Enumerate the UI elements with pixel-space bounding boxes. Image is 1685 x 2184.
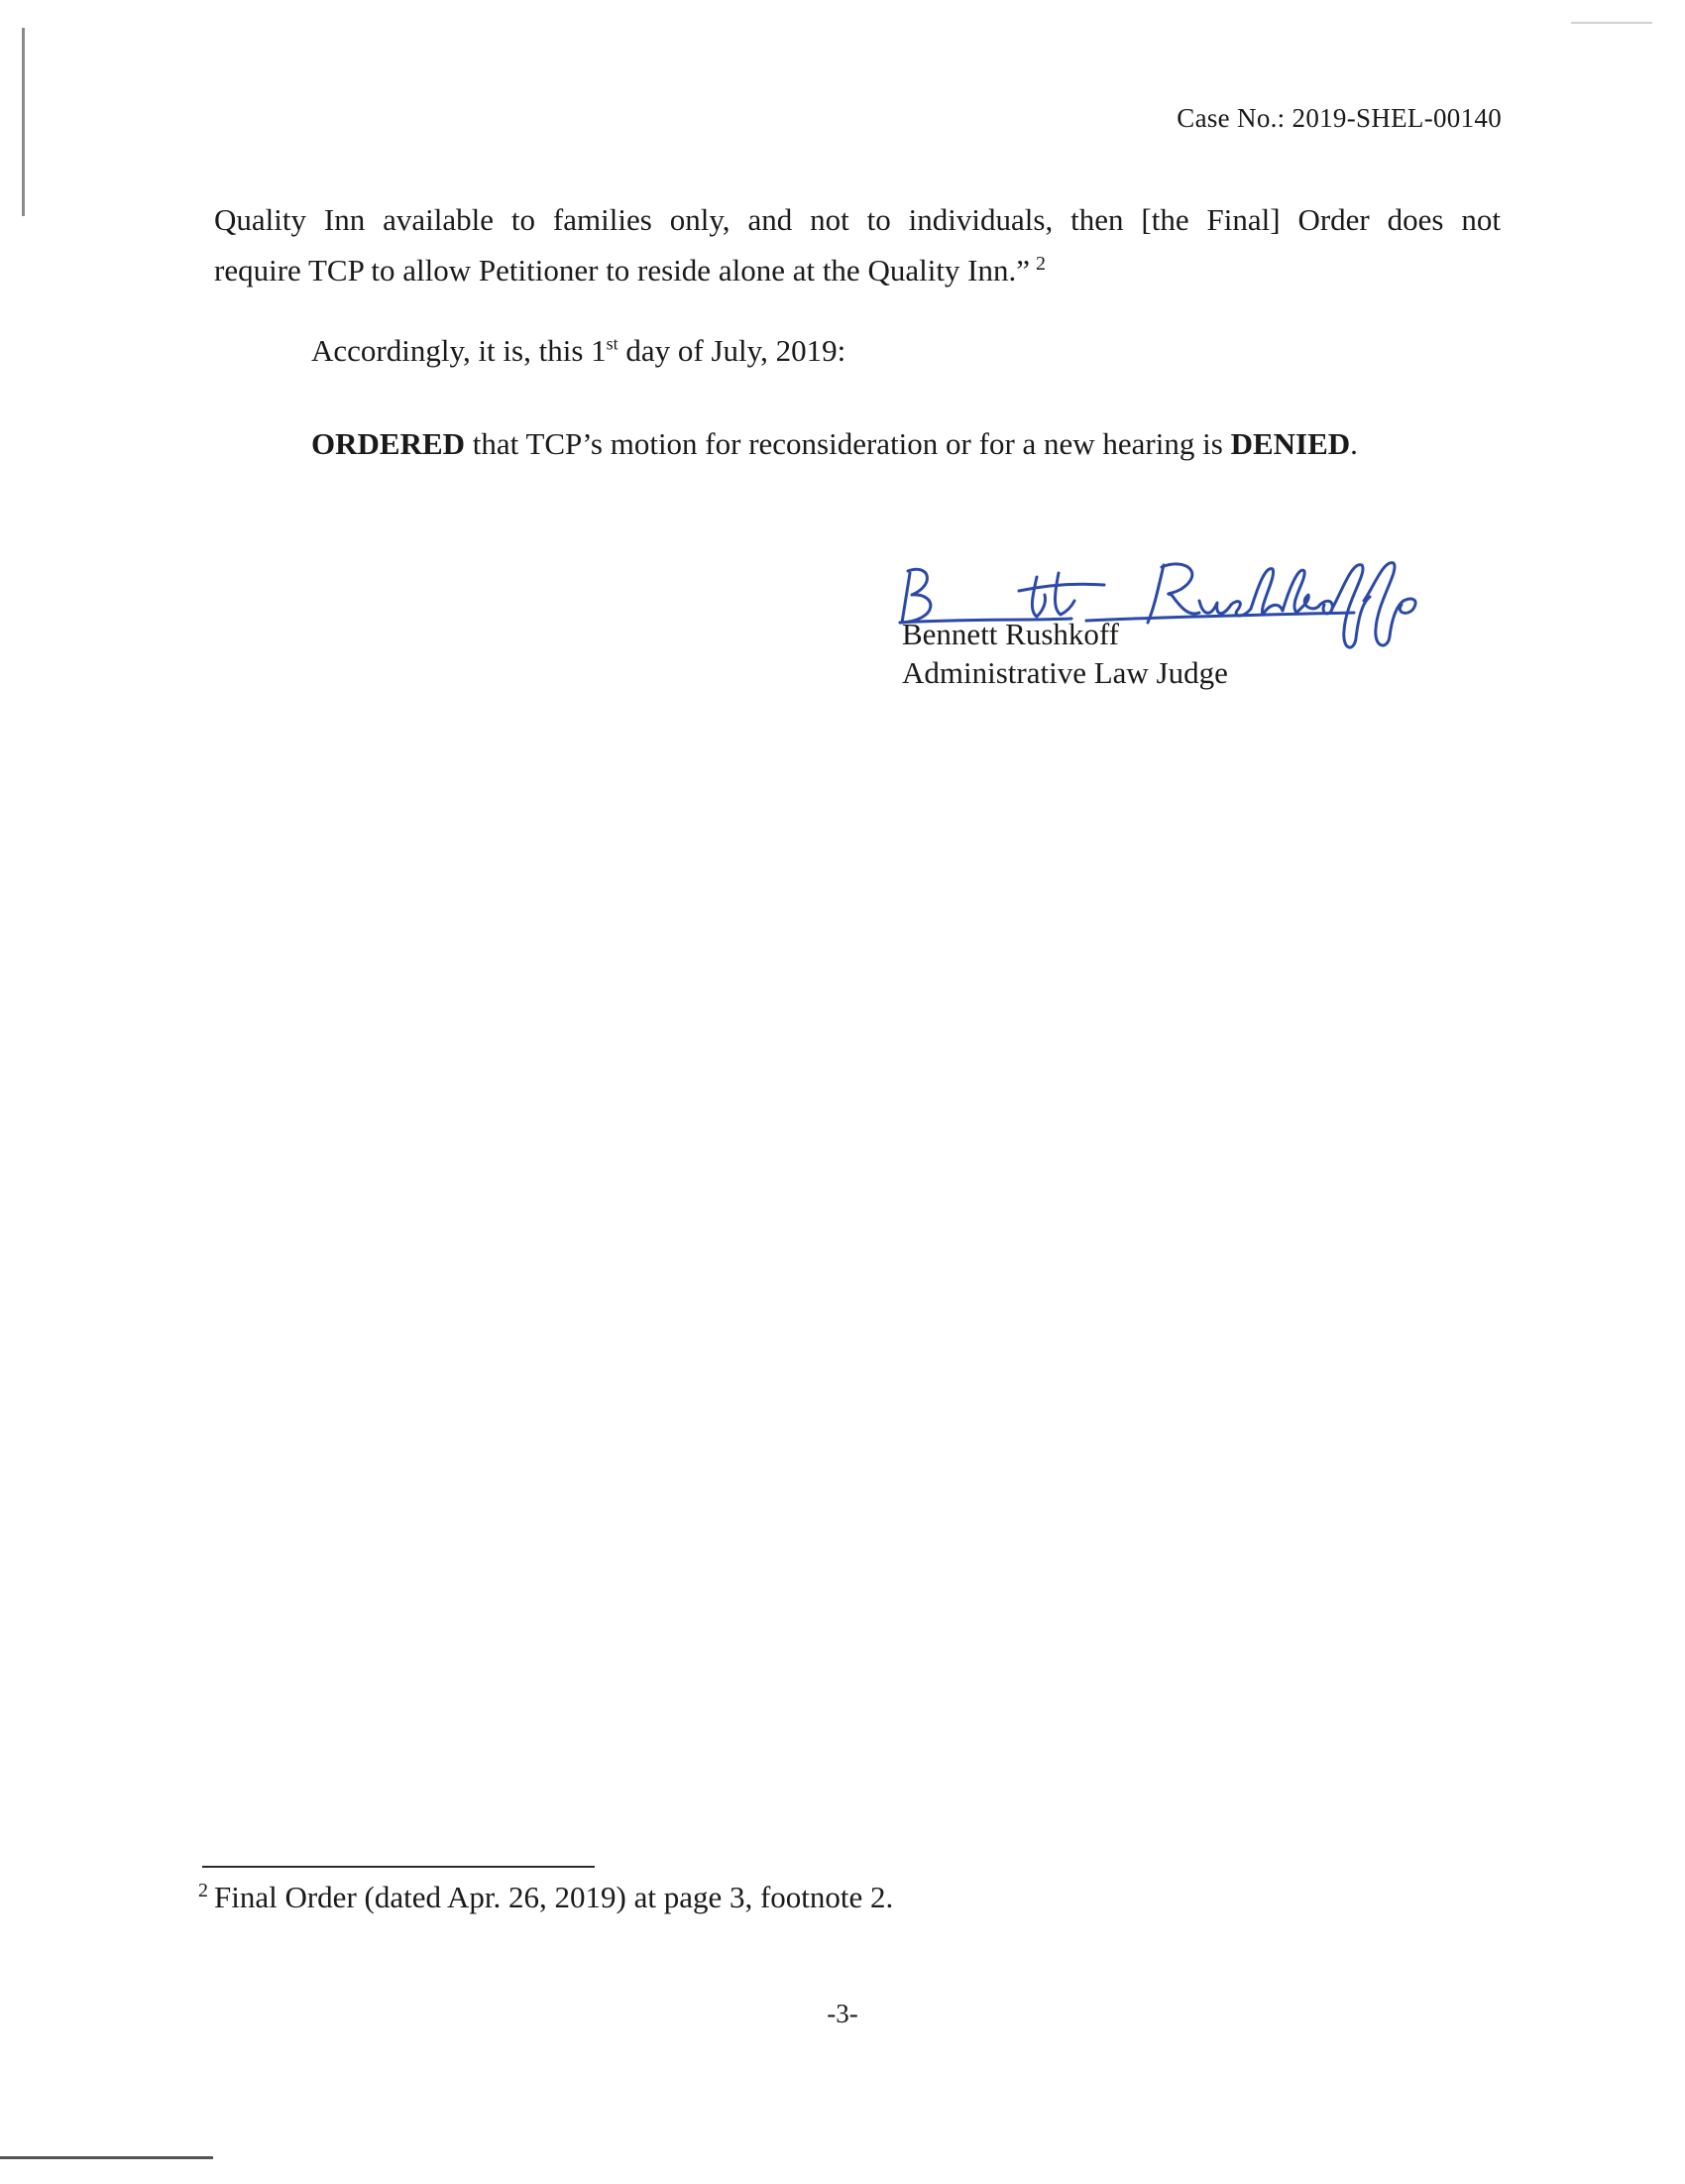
- accordingly-date: day of July, 2019:: [618, 333, 846, 368]
- footnote-number: 2: [198, 1879, 208, 1901]
- signatory-title: Administrative Law Judge: [902, 655, 1228, 690]
- accordingly-line: [311, 333, 845, 369]
- footnote-divider: [202, 1866, 595, 1868]
- scan-edge-top-right: [1571, 22, 1652, 24]
- body-paragraph-line-2: [214, 245, 1501, 295]
- page-number: -3-: [827, 1999, 858, 2028]
- ordered-keyword: ORDERED: [311, 426, 466, 461]
- body-paragraph-line-2-text: require TCP to allow Petitioner to reside alone at the Quality Inn.”: [214, 253, 1031, 287]
- body-paragraph: [214, 194, 1501, 295]
- order-text: that TCP’s motion for reconsideration or for a new hearing is: [465, 426, 1231, 461]
- body-paragraph-line-1: Quality Inn available to families only, and not to individuals, then [the Final] Order does not: [214, 202, 1501, 237]
- order-period: .: [1350, 426, 1358, 461]
- signatory-name: Bennett Rushkoff: [902, 617, 1119, 651]
- footnote: [198, 1880, 893, 1915]
- scan-edge-bottom: [0, 2156, 213, 2159]
- case-number: Case No.: 2019-SHEL-00140: [1177, 103, 1502, 133]
- handwritten-signature: [888, 551, 1463, 670]
- footnote-text: Final Order (dated Apr. 26, 2019) at page 3, footnote 2.: [214, 1880, 894, 1914]
- denied-keyword: DENIED: [1230, 426, 1351, 461]
- footnote-reference: 2: [1036, 252, 1047, 275]
- ordinal-suffix: st: [606, 333, 618, 354]
- order-line: [311, 426, 1358, 462]
- accordingly-text: Accordingly, it is, this 1: [311, 333, 607, 368]
- scan-edge-left: [22, 28, 25, 216]
